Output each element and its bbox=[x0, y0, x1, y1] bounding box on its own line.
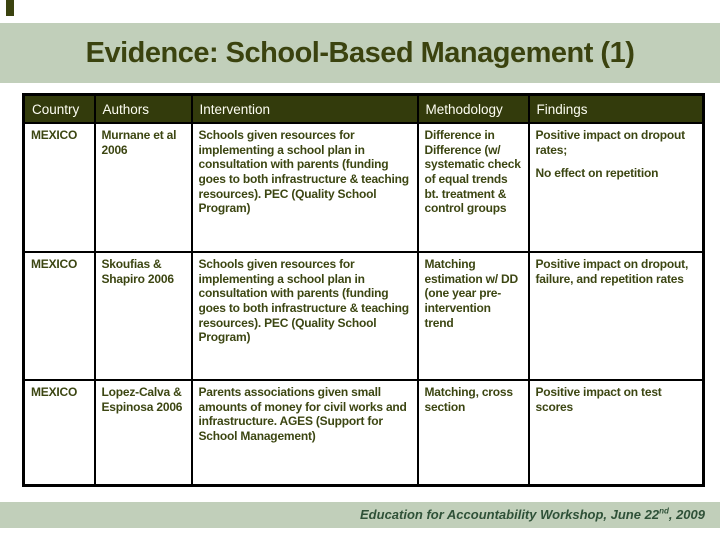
cell-findings bbox=[529, 123, 704, 252]
evidence-table-container bbox=[22, 93, 702, 487]
table-header-row bbox=[24, 95, 704, 124]
footer-caption-prefix: Education for Accountability Workshop, June 22 bbox=[360, 507, 660, 522]
cell-methodology: Matching, cross section bbox=[418, 380, 529, 486]
cell-authors: Lopez-Calva & Espinosa 2006 bbox=[95, 380, 192, 486]
finding-paragraph: Positive impact on dropout rates; bbox=[535, 128, 685, 157]
footer-banner bbox=[0, 502, 720, 528]
column-header-intervention: Intervention bbox=[192, 95, 418, 124]
table-row bbox=[24, 123, 704, 252]
cell-intervention: Schools given resources for implementing a school plan in consultation with parents (funding goes to both infrastructure & teaching resources). PEC (Quality School Program) bbox=[192, 252, 418, 380]
finding-paragraph: Positive impact on test scores bbox=[535, 385, 662, 414]
cell-methodology: Matching estimation w/ DD (one year pre-intervention trend bbox=[418, 252, 529, 380]
cell-authors: Murnane et al 2006 bbox=[95, 123, 192, 252]
cell-findings bbox=[529, 380, 704, 486]
cell-authors: Skoufias & Shapiro 2006 bbox=[95, 252, 192, 380]
cell-methodology: Difference in Difference (w/ systematic check of equal trends bt. treatment & control groups bbox=[418, 123, 529, 252]
table-row bbox=[24, 252, 704, 380]
column-header-methodology: Methodology bbox=[418, 95, 529, 124]
table-row bbox=[24, 380, 704, 486]
column-header-findings: Findings bbox=[529, 95, 704, 124]
footer-caption-superscript: nd bbox=[659, 506, 669, 516]
footer-caption-suffix: , 2009 bbox=[668, 507, 705, 522]
title-banner bbox=[0, 23, 720, 83]
finding-paragraph: Positive impact on dropout, failure, and repetition rates bbox=[535, 257, 689, 286]
column-header-country: Country bbox=[24, 95, 95, 124]
evidence-table bbox=[22, 93, 705, 487]
cell-country: MEXICO bbox=[24, 252, 95, 380]
cell-country: MEXICO bbox=[24, 123, 95, 252]
cell-findings bbox=[529, 252, 704, 380]
cell-intervention: Schools given resources for implementing a school plan in consultation with parents (funding goes to both infrastructure & teaching resources). PEC (Quality School Program) bbox=[192, 123, 418, 252]
cell-country: MEXICO bbox=[24, 380, 95, 486]
cell-intervention: Parents associations given small amounts of money for civil works and infrastructure. AGES (Support for School Management) bbox=[192, 380, 418, 486]
footer-caption bbox=[0, 502, 705, 528]
finding-paragraph: No effect on repetition bbox=[535, 166, 659, 181]
page-title: Evidence: School-Based Management (1) bbox=[85, 37, 635, 69]
column-header-authors: Authors bbox=[95, 95, 192, 124]
corner-accent-bar bbox=[6, 0, 14, 16]
